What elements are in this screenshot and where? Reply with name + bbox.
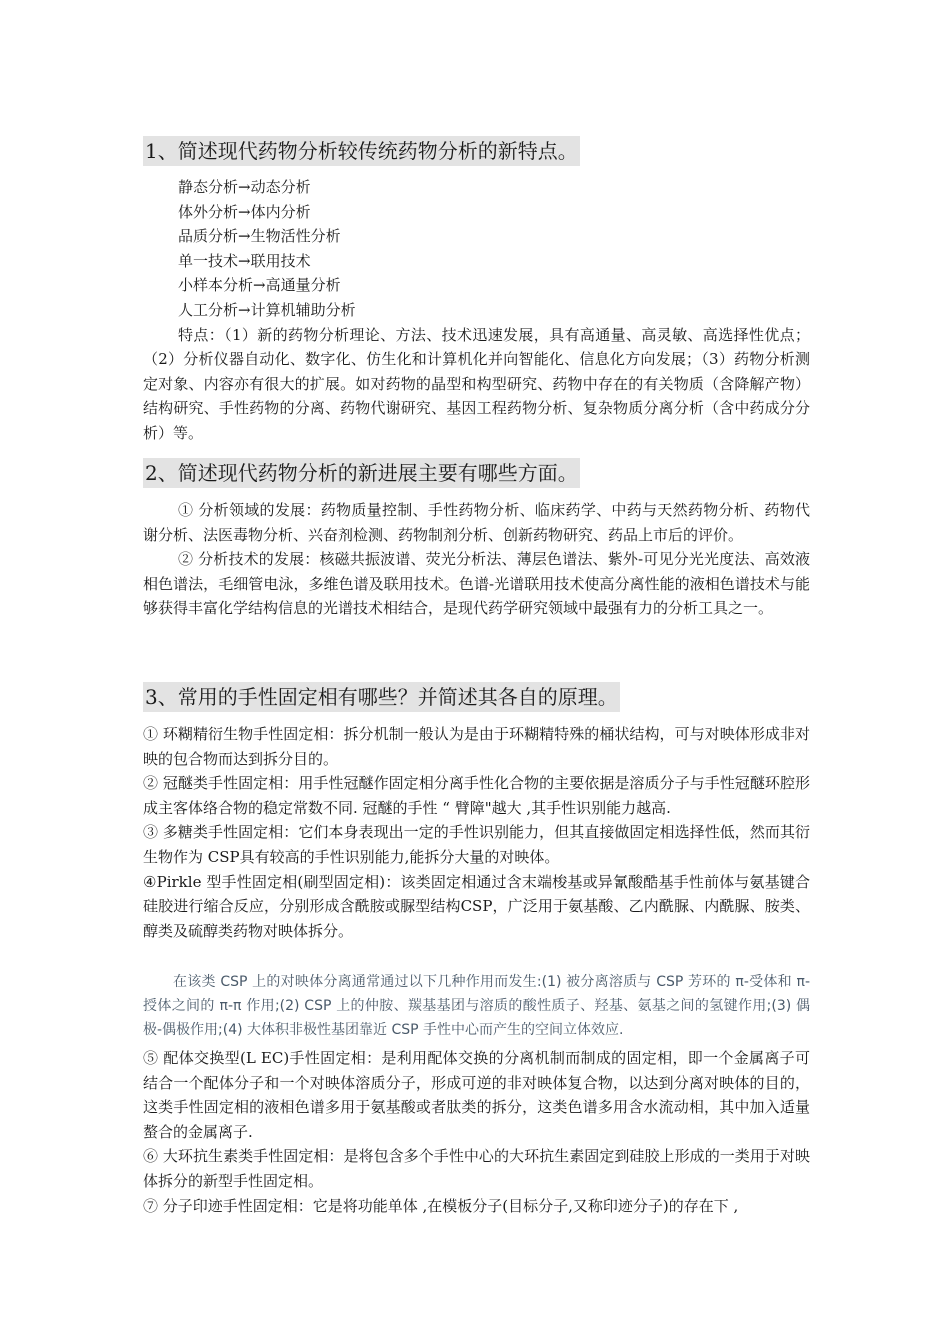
- list-item: 单一技术→联用技术: [178, 251, 311, 270]
- list-item: 体外分析→体内分析: [178, 202, 311, 221]
- paragraph: ⑥ 大环抗生素类手性固定相：是将包含多个手性中心的大环抗生素固定到硅胶上形成的一类用于对映体拆分的新型手性固定相。: [143, 1147, 810, 1190]
- section-3-body-a: [143, 722, 810, 943]
- paragraph: ⑤ 配体交换型(L EC)手性固定相：是利用配体交换的分离机制而制成的固定相，即一个金属离子可结合一个配体分子和一个对映体溶质分子，形成可逆的非对映体复合物，以达到分离对映体的目的，这类手性固定相的液相色谱多用于氨基酸或者肽类的拆分，这类色谱多用含水流动相，其中加入适量螯合的金属离子.: [143, 1049, 810, 1141]
- section-3-body-b: [143, 1046, 810, 1218]
- list-item: 人工分析→计算机辅助分析: [178, 300, 356, 319]
- paragraph: ① 环糊精衍生物手性固定相：拆分机制一般认为是由于环糊精特殊的桶状结构，可与对映体形成非对映的包合物而达到拆分目的。: [143, 725, 810, 768]
- paragraph: ④Pirkle 型手性固定相(刷型固定相)：该类固定相通过含末端梭基或异氰酸酷基手性前体与氨基键合硅胶进行缩合反应，分别形成含酰胺或脲型结构CSP，广泛用于氨基酸、乙内酰脲、内酰脲、胺类、醇类及硫醇类药物对映体拆分。: [143, 872, 810, 940]
- list-item: 静态分析→动态分析: [178, 178, 311, 196]
- paragraph: ② 冠醚类手性固定相：用手性冠醚作固定相分离手性化合物的主要依据是溶质分子与手性冠醚环腔形成主客体络合物的稳定常数不同. 冠醚的手性 “ 臂障"越大 ,其手性识别能力越高.: [143, 774, 810, 817]
- section-2-heading: 2、简述现代药物分析的新进展主要有哪些方面。: [143, 458, 580, 488]
- paragraph: ⑦ 分子印迹手性固定相：它是将功能单体 ,在模板分子(目标分子,又称印迹分子)的存在下 ,: [143, 1196, 739, 1215]
- section-1-body: [143, 175, 810, 446]
- scanned-excerpt: 在该类 CSP 上的对映体分离通常通过以下几种作用而发生:(1) 被分离溶质与 CSP 芳环的 π-受体和 π-授体之间的 π-π 作用;(2) CSP 上的仲胺、羰基基团与溶质的酸性质子、羟基、氨基之间的氢键作用;(3) 偶极-偶极作用;(4) 大体积非极性基团靠近 CSP 手性中心而产生的空间立体效应.: [143, 974, 810, 1038]
- list-item: 品质分析→生物活性分析: [178, 227, 341, 246]
- section-2-body: [143, 498, 810, 621]
- paragraph: ① 分析领域的发展：药物质量控制、手性药物分析、临床药学、中药与天然药物分析、药物代谢分析、法医毒物分析、兴奋剂检测、药物制剂分析、创新药物研究、药品上市后的评价。: [143, 501, 810, 544]
- paragraph: ③ 多糖类手性固定相：它们本身表现出一定的手性识别能力，但其直接做固定相选择性低，然而其衍生物作为 CSP具有较高的手性识别能力,能拆分大量的对映体。: [143, 823, 810, 866]
- section-1-heading: 1、简述现代药物分析较传统药物分析的新特点。: [143, 136, 580, 166]
- section-3-heading: 3、常用的手性固定相有哪些？并简述其各自的原理。: [143, 682, 620, 712]
- paragraph: ② 分析技术的发展：核磁共振波谱、荧光分析法、薄层色谱法、紫外-可见分光光度法、高效液相色谱法，毛细管电泳，多维色谱及联用技术。色谱-光谱联用技术使高分离性能的液相色谱技术与能够获得丰富化学结构信息的光谱技术相结合，是现代药学研究领域中最强有力的分析工具之一。: [143, 550, 810, 618]
- comparison-list: [143, 175, 810, 323]
- features-paragraph: 特点：（1）新的药物分析理论、方法、技术迅速发展，具有高通量、高灵敏、高选择性优点；（2）分析仪器自动化、数字化、仿生化和计算机化并向智能化、信息化方向发展；（3）药物分析测定对象、内容亦有很大的扩展。如对药物的晶型和构型研究、药物中存在的有关物质（含降解产物）结构研究、手性药物的分离、药物代谢研究、基因工程药物分析、复杂物质分离分析（含中药成分分析）等。: [143, 325, 810, 442]
- list-item: 小样本分析→高通量分析: [178, 276, 341, 295]
